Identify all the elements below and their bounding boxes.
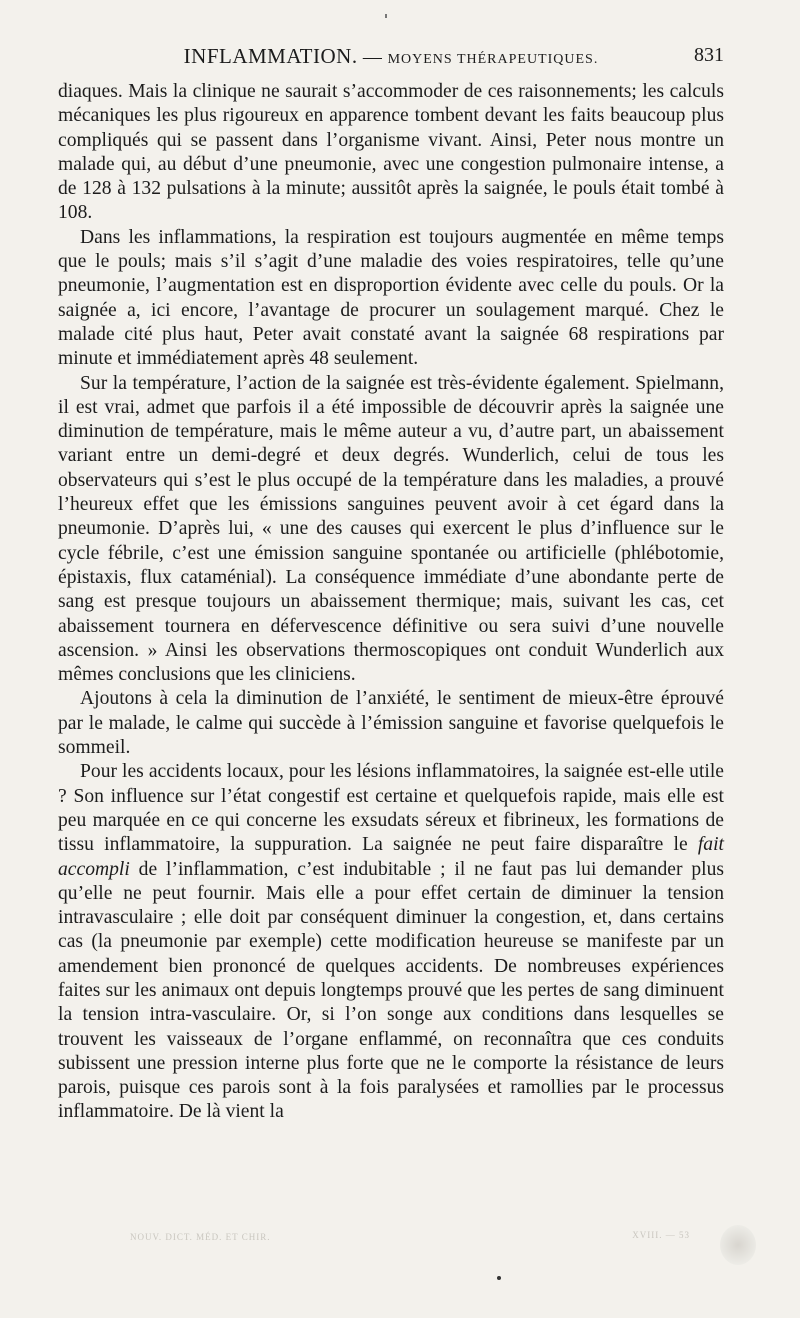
text-segment: Pour les accidents locaux, pour les lésions inflammatoires, la saignée est-elle utile ? Son influence sur l’état congestif est certaine et quelquefois rapide, mais elle est peu marquée en ce qui concerne les exsudats séreux et fibrineux, les formations de tissu inflammatoire, la suppuration. La saignée ne peut faire disparaître le bbox=[58, 761, 724, 856]
paragraph bbox=[58, 80, 724, 226]
signature-left: NOUV. DICT. MÉD. ET CHIR. bbox=[130, 1232, 271, 1242]
paper-stain bbox=[720, 1225, 756, 1265]
text-segment: Sur la température, l’action de la saignée est très-évidente également. Spielmann, il est vrai, admet que parfois il a été impossible de découvrir après la saignée une diminution de température, mais le même auteur a vu, d’autre part, un abaissement variant entre un demi-degré et deux degrés. Wunderlich, celui de tous les observateurs qui s’est le plus occupé de la température dans les maladies, a prouvé l’heureux effet que les émissions sanguines peuvent avoir à cet égard dans la pneumonie. D’après lui, « une des causes qui exercent le plus d’influence sur le cycle fébrile, c’est une émission sanguine spontanée ou artificielle (phlébotomie, épistaxis, flux cataménial). La conséquence immédiate d’une abondante perte de sang est presque toujours un abaissement thermique; mais, suivant les cas, cet abaissement tournera en défervescence définitive ou sera suivi d’une nouvelle ascension. » Ainsi les observations thermoscopiques ont conduit Wunderlich aux mêmes conclusions que les cliniciens. bbox=[58, 372, 724, 686]
printer-signature bbox=[130, 1232, 690, 1242]
paragraph bbox=[58, 226, 724, 372]
running-header bbox=[58, 44, 724, 72]
text-segment: Ajoutons à cela la diminution de l’anxiété, le sentiment de mieux-être éprouvé par le malade, le calme qui succède à l’émission sanguine et favorise quelquefois le sommeil. bbox=[58, 688, 724, 759]
text-segment: Dans les inflammations, la respiration est toujours augmentée en même temps que le pouls; mais s’il s’agit d’une maladie des voies respiratoires, telle qu’une pneumonie, l’augmentation est en disproportion évidente avec celle du pouls. Or la saignée a, ici encore, l’avantage de procurer un soulagement marqué. Chez le malade cité plus haut, Peter avait constaté avant la saignée 68 respirations par minute et immédiatement après 48 seulement. bbox=[58, 226, 724, 370]
text-segment: diaques. Mais la clinique ne saurait s’accommoder de ces raisonnements; les calculs mécaniques les plus rigoureux en apparence tombent devant les faits beaucoup plus compliqués qui se passent dans l’organisme vivant. Ainsi, Peter nous montre un malade qui, au début d’une pneumonie, avec une congestion pulmonaire intense, a de 128 à 132 pulsations à la minute; aussitôt après la saignée, le pouls était tombé à 108. bbox=[58, 81, 724, 224]
header-title-separator: — bbox=[357, 47, 388, 68]
page-number: 831 bbox=[694, 44, 724, 66]
body-text bbox=[58, 80, 724, 1125]
text-segment: de l’inflammation, c’est indubitable ; il ne faut pas lui demander plus qu’elle ne peut fournir. Mais elle a pour effet certain de diminuer la tension intravasculaire ; elle doit par conséquent diminuer la congestion, et, dans certains cas (la pneumonie par exemple) cette modification heureuse se manifeste par un amendement bien prononcé de quelques accidents. De nombreuses expériences faites sur les animaux ont depuis longtemps prouvé que les pertes de sang diminuent la tension intra-vasculaire. Or, si l’on songe aux conditions dans lesquelles se trouvent les vaisseaux de l’organe enflammé, on reconnaîtra que ces conduits subissent une pression interne plus forte que ne le comporte la résistance de leurs parois, puisque ces parois sont à la fois paralysées et ramollies par le processus inflammatoire. De là vient la bbox=[58, 858, 724, 1123]
header-title-main: INFLAMMATION. bbox=[183, 44, 358, 68]
page-speck bbox=[385, 14, 387, 18]
paragraph bbox=[58, 760, 724, 1124]
paragraph bbox=[58, 372, 724, 688]
header-title-sub: MOYENS THÉRAPEUTIQUES. bbox=[387, 52, 599, 67]
header-title bbox=[58, 44, 724, 69]
italic-phrase: fait accompli bbox=[58, 834, 724, 880]
signature-right: XVIII. — 53 bbox=[632, 1230, 690, 1240]
ink-dot bbox=[497, 1276, 501, 1280]
paragraph bbox=[58, 687, 724, 760]
